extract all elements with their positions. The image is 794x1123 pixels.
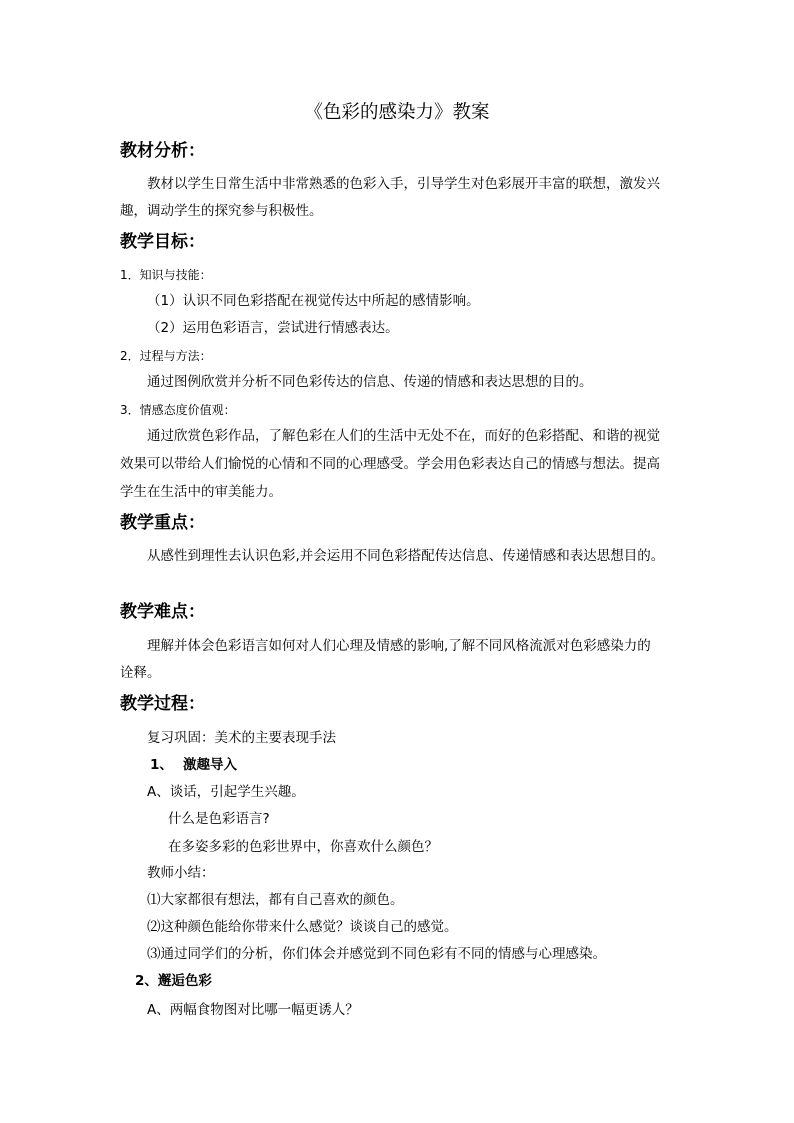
question-line: 在多姿多彩的色彩世界中，你喜欢什么颜色？ xyxy=(168,839,438,855)
paragraph-line: 效果可以带给人们愉悦的心情和不同的心理感受。学会用色彩表达自己的情感与想法。提高 xyxy=(120,456,660,472)
paragraph-line: 教材以学生日常生活中非常熟悉的色彩入手，引导学生对色彩展开丰富的联想，激发兴 xyxy=(147,176,660,192)
heading-difficulties: 教学难点： xyxy=(120,602,205,622)
step-number: 1、 xyxy=(150,757,173,773)
question-line: 什么是色彩语言? xyxy=(168,811,270,827)
step-title: 激趣导入 xyxy=(183,757,237,773)
process-line: A、谈话，引起学生兴趣。 xyxy=(147,784,305,800)
summary-item: ⑵这种颜色能给你带来什么感觉？谈谈自己的感觉。 xyxy=(147,919,458,935)
paragraph-line: 理解并体会色彩语言如何对人们心理及情感的影响,了解不同风格流派对色彩感染力的 xyxy=(147,638,651,654)
paragraph-line: 诠释。 xyxy=(120,665,161,681)
step-title: 2、邂逅色彩 xyxy=(135,973,212,989)
paragraph-line: 学生在生活中的审美能力。 xyxy=(120,484,282,500)
summary-item: ⑴大家都很有想法，都有自己喜欢的颜色。 xyxy=(147,892,404,908)
paragraph-line: 通过图例欣赏并分析不同色彩传达的信息、传递的情感和表达思想的目的。 xyxy=(147,374,593,390)
objective-item-title: 1．知识与技能： xyxy=(120,268,212,282)
objective-subitem: （2）运用色彩语言，尝试进行情感表达。 xyxy=(147,320,399,336)
process-line: A、两幅食物图对比哪一幅更诱人？ xyxy=(147,1002,359,1018)
heading-objectives: 教学目标： xyxy=(120,232,205,252)
document-title: 《色彩的感染力》教案 xyxy=(304,102,490,123)
paragraph-line: 趣，调动学生的探究参与积极性。 xyxy=(120,203,323,219)
objective-item-title: 3．情感态度价值观： xyxy=(120,403,236,417)
objective-subitem: （1）认识不同色彩搭配在视觉传达中所起的感情影响。 xyxy=(147,293,480,309)
paragraph-line: 通过欣赏色彩作品，了解色彩在人们的生活中无处不在，而好的色彩搭配、和谐的视觉 xyxy=(147,428,660,444)
objective-item-title: 2．过程与方法： xyxy=(120,349,212,363)
heading-material-analysis: 教材分析： xyxy=(120,141,205,161)
heading-process: 教学过程： xyxy=(120,694,205,714)
heading-key-points: 教学重点： xyxy=(120,513,205,533)
review-line: 复习巩固：美术的主要表现手法 xyxy=(147,730,336,746)
summary-item: ⑶通过同学们的分析，你们体会并感觉到不同色彩有不同的情感与心理感染。 xyxy=(147,946,606,962)
paragraph-line: 从感性到理性去认识色彩,并会运用不同色彩搭配传达信息、传递情感和表达思想目的。 xyxy=(147,548,665,564)
summary-label: 教师小结： xyxy=(147,865,215,881)
